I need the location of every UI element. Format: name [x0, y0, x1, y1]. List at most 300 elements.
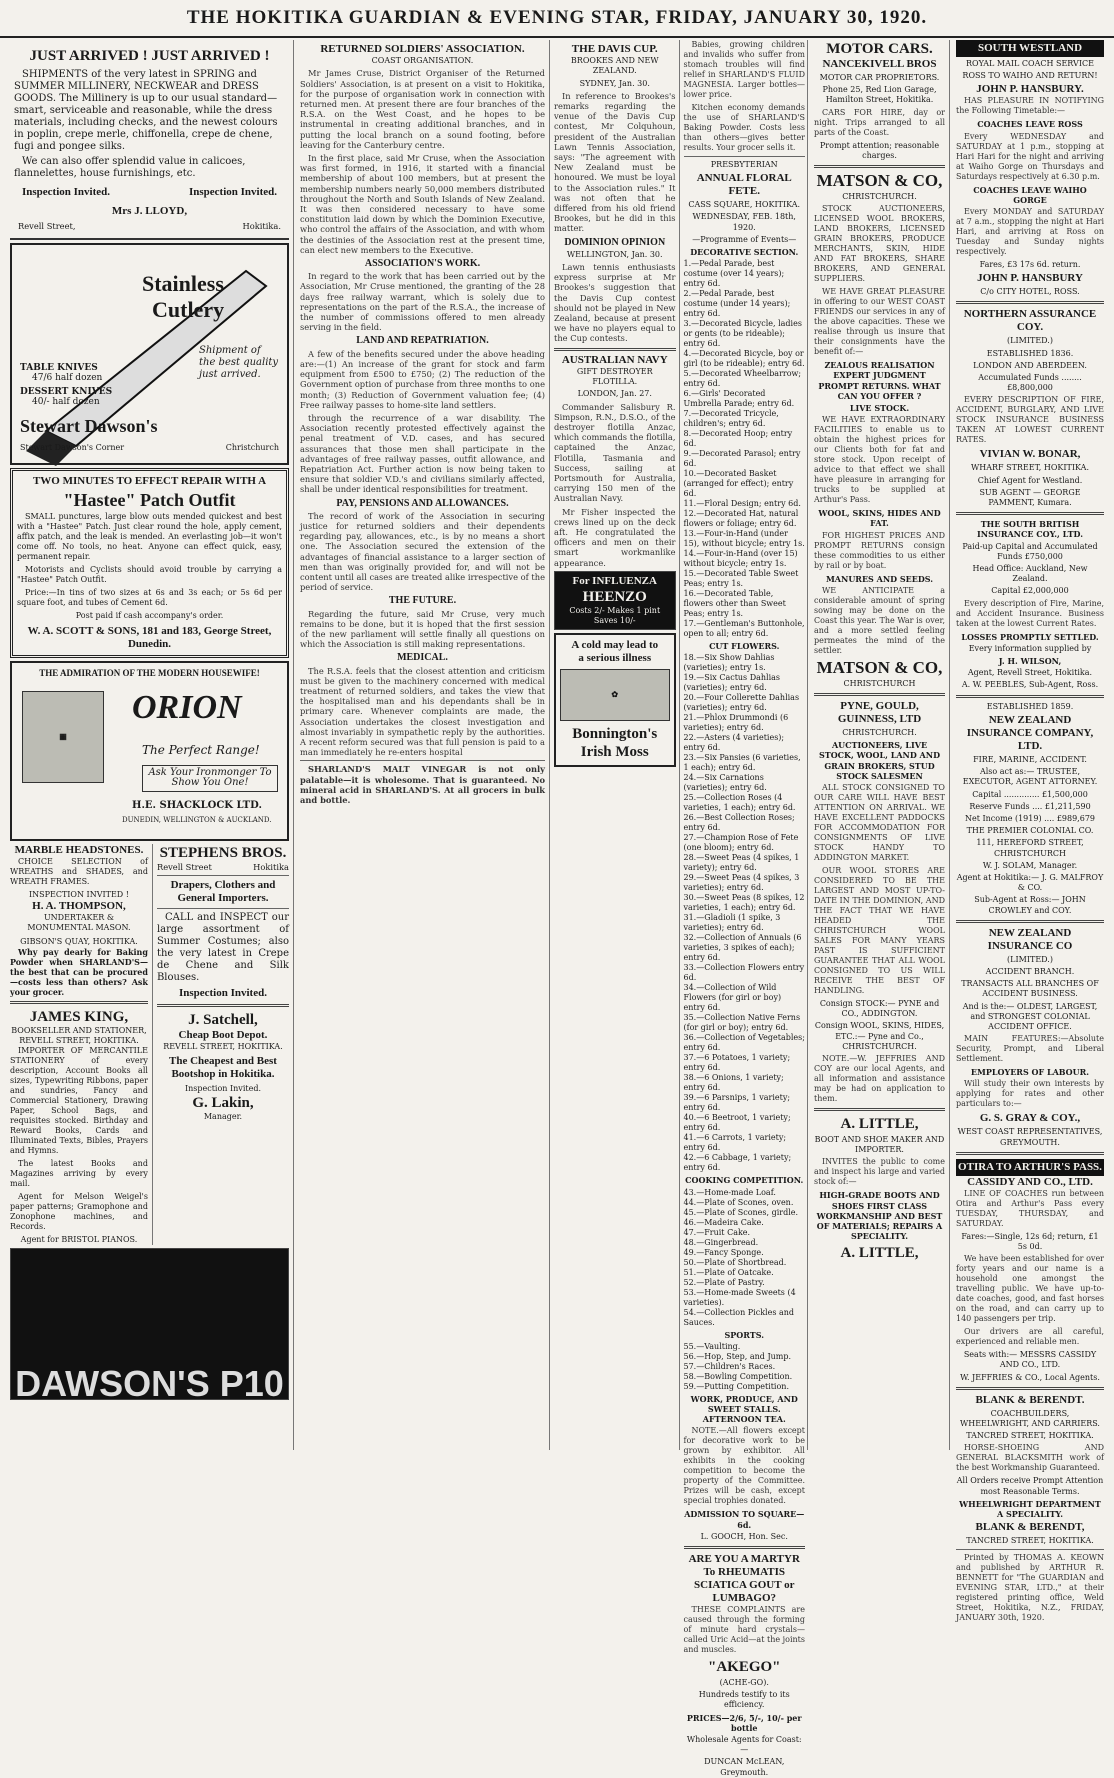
rsa-medical-heading: MEDICAL. — [397, 652, 448, 664]
cold-line-2: a serious illness — [578, 651, 652, 664]
nzi-hokitika-agent: Agent at Hokitika:— J. G. MALFROY & CO. — [956, 872, 1104, 893]
cutlery-advert — [10, 243, 289, 465]
nzi-also: Also act as:— TRUSTEE, EXECUTOR, AGENT ATTORNEY. — [962, 767, 1098, 787]
stephens-trade: Drapers, Clothers and General Importers. — [170, 879, 276, 905]
cassidy-body: LINE OF COACHES run between Otira and Arthur's Pass every TUESDAY, THURSDAY, and SATURDAY. — [956, 1188, 1104, 1228]
davis-cup-dateline: SYDNEY, Jan. 30. — [579, 78, 650, 88]
fete-admission: ADMISSION TO SQUARE—6d. — [684, 1509, 805, 1530]
motor-phone: Phone 25, Red Lion Garage, Hamilton Street, Hokitika. — [822, 85, 937, 105]
cut-flowers-item: 39.—6 Parsnips, 1 variety; entry 6d. — [683, 1093, 791, 1113]
nzi2-ltd: (LIMITED.) — [1007, 954, 1053, 964]
fete-date: WEDNESDAY, FEB. 18th, 1920. — [692, 212, 796, 232]
little-title: A. LITTLE, — [840, 1116, 919, 1133]
davis-cup-subtitle: BROOKES AND NEW ZEALAND. — [570, 56, 659, 76]
lloyd-heading: JUST ARRIVED ! JUST ARRIVED ! — [29, 48, 270, 64]
nzi-manager: W. J. SOLAM, Manager. — [982, 860, 1078, 870]
fete-item: 3.—Decorated Bicycle, ladies or gents (to be rideable); entry 6d. — [683, 319, 802, 349]
col1-bottom-row — [10, 844, 289, 1245]
hastee-advert — [10, 468, 289, 658]
sports-item: 59.—Putting Competition. — [683, 1381, 789, 1391]
akeego-paragraph: THESE COMPLAINTS are caused through the forming of minute hard crystals—called Uric Acid—at the joints and muscles. — [683, 1605, 805, 1655]
fete-item: 2.—Pedal Parade, best costume (under 14 years); entry 6d. — [683, 289, 791, 319]
south-british-head: Head Office: Auckland, New Zealand. — [972, 564, 1088, 584]
little-body-2: HIGH-GRADE BOOTS AND SHOES FIRST CLASS WORKMANSHIP AND BEST OF MATERIALS; REPAIRS A SPECIALITY. — [816, 1190, 943, 1242]
manures-body: WE ANTICIPATE a considerable amount of spring sowing may be done on the Coast this year. The War is over, and a more settled feeling permeates the mind of the settler. — [814, 585, 945, 655]
motor-body: CARS FOR HIRE, day or night. Trips arranged to all parts of the Coast. — [814, 107, 945, 137]
satchell-role: Manager. — [203, 1112, 243, 1122]
blank-wheelwright: WHEELWRIGHT DEPARTMENT A SPECIALITY. — [959, 1498, 1101, 1519]
james-king-body: IMPORTER OF MERCANTILE STATIONERY of every description, Account Books all sizes, Typewriting Ribbons, paper and sundries, Fancy and Commercial Stationery, Drawing Paper, School Bags, and requisites stocked. Birthday and Reward Books, Cards and Illuminated Texts, Bibles, Prayers and Hymns. — [10, 1046, 148, 1156]
fete-item: 16.—Decorated Table, flowers other than Sweet Peas; entry 1s. — [683, 589, 786, 619]
northern-ltd: (LIMITED.) — [1007, 336, 1053, 346]
south-westland-route: ROSS TO WAIHO AND RETURN! — [962, 71, 1098, 81]
cooking-item: 54.—Collection Pickles and Sauces. — [683, 1307, 795, 1327]
orion-places: DUNEDIN, WELLINGTON & AUCKLAND. — [122, 816, 272, 825]
satchell-body: The Cheapest and Best Bootshop in Hokitika. — [169, 1055, 277, 1081]
james-king-piano: Agent for BRISTOL PIANOS. — [20, 1235, 138, 1245]
fete-item: 6.—Girls' Decorated Umbrella Parade; entry 6d. — [683, 389, 795, 409]
rsa-land-heading: LAND AND REPATRIATION. — [356, 335, 489, 347]
sharland-vinegar: SHARLAND'S MALT VINEGAR is not only palatable—it is wholesome. That is guaranteed. No mineral acid in SHARLAND'S. At all grocers in bulk and bottle. — [300, 764, 545, 806]
satchell-trade: Cheap Boot Depot. — [178, 1029, 268, 1042]
sports-list — [684, 1342, 806, 1392]
fete-item: 11.—Floral Design; entry 6d. — [683, 499, 801, 509]
pgg-title: PYNE, GOULD, GUINNESS, LTD — [837, 700, 922, 726]
south-british-losses: LOSSES PROMPTLY SETTLED. — [961, 631, 1099, 642]
matson-city: CHRISTCHURCH. — [842, 192, 917, 202]
cooking-item: 43.—Home-made Loaf. — [683, 1187, 776, 1197]
cooking-list — [684, 1188, 806, 1328]
column-2 — [296, 40, 550, 1450]
dominion-opinion-p1: Lawn tennis enthusiasts express surprise at Mr Brookes's suggestion that the Davis Cup contest should not be played in New Zealand, because at present we have no players equal to the Cup contests. — [554, 262, 676, 344]
sharland-magnesia: Babies, growing children and invalids who suffer from stomach troubles will find relief in SHARLAND'S FLUID MAGNESIA. Larger bottles—lower price. — [683, 40, 805, 99]
navy-subtitle: GIFT DESTROYER FLOTILLA. — [576, 366, 653, 387]
navy-p1: Commander Salisbury R. Simpson, R.N., D.S.O., of the destroyer flotilla Anzac, which commands the flotilla, captained the Anzac, Flotilla, Tasmania and Success, sailing at Portsmouth for Australia, carrying 150 men of the Australian Navy. — [554, 401, 676, 504]
stove-illustration: ▦ — [22, 691, 104, 783]
cut-flowers-item: 26.—Best Collection Roses; entry 6d. — [683, 813, 795, 833]
cut-flowers-item: 29.—Sweet Peas (4 spikes, 3 varieties); entry 6d. — [683, 873, 800, 893]
live-stock-heading: LIVE STOCK. — [849, 403, 910, 414]
little-bottom: A. LITTLE, — [840, 1244, 919, 1261]
cut-flowers-item: 19.—Six Cactus Dahlias (varieties); entry 6d. — [683, 673, 781, 693]
stewart-dawson-city: Christchurch — [225, 443, 279, 453]
sharland-baking-2: Kitchen economy demands the use of SHARLAND'S Baking Powder. Costs less than others—gives better results. Your grocer sells it. — [683, 103, 805, 152]
fete-item: 8.—Decorated Hoop; entry 6d. — [683, 429, 793, 449]
fete-item: 4.—Decorated Bicycle, boy or girl (to be rideable); entry 6d. — [683, 349, 805, 369]
pgg-consign-stock: Consign STOCK:— PYNE and CO., ADDINGTON. — [819, 999, 940, 1019]
cut-flowers-item: 41.—6 Carrots, 1 variety; entry 6d. — [683, 1133, 787, 1153]
fete-church: PRESBYTERIAN — [710, 160, 778, 169]
akeego-agent: DUNCAN McLEAN, Greymouth. — [704, 1757, 785, 1777]
blank-street-2: TANCRED STREET, HOKITIKA. — [966, 1536, 1094, 1546]
nzi2-and: And is the:— OLDEST, LARGEST, and STRONGEST COLONIAL ACCIDENT OFFICE. — [962, 1001, 1098, 1031]
rsa-p2: In the first place, said Mr Cruse, when the Association was first formed, in 1916, it started with a financial membership of about 100 members, but at present the membership numbers nearly 50,000 members distributed throughout the North and South Islands of New Zealand. It was then considered necessary to have some constitution laid down by which the Dominion Executive, who control the affairs of the Association, and with whom the destinies of the Association rest at the present time, can elect new members to the Executive. — [300, 153, 545, 255]
cassidy-body-3: Our drivers are all careful, experienced and reliable men. — [956, 1327, 1104, 1347]
northern-place: LONDON AND ABERDEEN. — [973, 360, 1087, 370]
motor-cars-title: MOTOR CARS. — [826, 41, 933, 57]
wool-body: FOR HIGHEST PRICES AND PROMPT RETURNS consign these commodities to us either by rail or by boat. — [814, 530, 945, 570]
nancekivell-name: NANCEKIVELL BROS — [822, 58, 937, 70]
cassidy-name: CASSIDY AND CO., LTD. — [967, 1175, 1093, 1188]
cut-flowers-item: 31.—Gladioli (1 spike, 3 varieties); entry 6d. — [683, 913, 781, 933]
thompson-address: GIBSON'S QUAY, HOKITIKA. — [20, 937, 138, 947]
nzi-capital: Capital .............. £1,500,000 — [972, 789, 1088, 799]
cut-flowers-item: 37.—6 Potatoes, 1 variety; entry 6d. — [683, 1053, 791, 1073]
dawsons-banner — [10, 1248, 289, 1404]
motor-sub: MOTOR CAR PROPRIETORS. — [819, 73, 940, 82]
satchell-manager: G. Lakin, — [192, 1095, 254, 1112]
cut-flowers-item: 24.—Six Carnations (varieties); entry 6d. — [683, 773, 767, 793]
masthead: THE HOKITIKA GUARDIAN & EVENING STAR, FRIDAY, JANUARY 30, 1920. — [0, 0, 1114, 38]
james-king-line2: The latest Books and Magazines arriving by every mail. — [10, 1159, 148, 1189]
otira-heading: OTIRA TO ARTHUR'S PASS. — [956, 1159, 1104, 1176]
column-4 — [810, 40, 950, 1450]
blank-street: TANCRED STREET, HOKITIKA. — [966, 1431, 1094, 1441]
james-king-trade: BOOKSELLER AND STATIONER, REVELL STREET, HOKITIKA. — [11, 1026, 147, 1046]
bonar-address: WHARF STREET, HOKITIKA. — [971, 463, 1089, 473]
blank-trade: COACHBUILDERS, WHEELWRIGHT, AND CARRIERS. — [960, 1408, 1100, 1428]
navy-dateline: LONDON, Jan. 27. — [577, 389, 652, 399]
northern-est: ESTABLISHED 1836. — [986, 348, 1074, 358]
matson-bullets: ZEALOUS REALISATION EXPERT JUDGMENT PROMPT RETURNS. WHAT CAN YOU OFFER ? — [818, 360, 941, 401]
south-british-sub-agent: A. W. PEEBLES, Sub-Agent, Ross. — [961, 680, 1099, 690]
pgg-note: NOTE.—W. JEFFRIES AND COY are our local Agents, and all information and assistance may be had on application to them. — [814, 1054, 945, 1104]
hansbury-body: HAS PLEASURE IN NOTIFYING the Following Timetable:— — [956, 96, 1104, 116]
headstones-heading: MARBLE HEADSTONES. — [14, 844, 144, 857]
nzi-branch: THE PREMIER COLONIAL CO. — [966, 826, 1094, 836]
orion-brand: ORION — [132, 689, 242, 727]
cut-flowers-item: 32.—Collection of Annuals (6 varieties, 3 spikes of each); entry 6d. — [683, 933, 802, 963]
matson-body: STOCK AUCTIONEERS, LICENSED WOOL BROKERS, LAND BROKERS, LICENSED GRAIN BROKERS, PRODUCE MERCHANTS, SKIN, HIDE AND FAT BROKERS, SHARE BROKERS, AND GENERAL SUPPLIERS. — [814, 204, 945, 284]
thompson-name: H. A. THOMPSON, — [32, 900, 126, 913]
south-westland-sub: ROYAL MAIL COACH SERVICE — [966, 59, 1094, 68]
akeego-sub: (ACHE-GO). — [719, 1678, 769, 1688]
south-british-agent-address: Agent, Revell Street, Hokitika. — [967, 668, 1093, 678]
col1-bottom-left — [10, 844, 148, 1245]
lloyd-advert — [10, 43, 289, 240]
heenzo-brand: HEENZO — [582, 588, 647, 605]
cutlery-title-2: Cutlery — [152, 297, 225, 323]
cut-flowers-item: 20.—Four Collerette Dahlias (varieties); entry 6d. — [683, 693, 800, 713]
fete-item: 12.—Decorated Hat, natural flowers or foliage; entry 6d. — [683, 509, 799, 529]
davis-cup-title: THE DAVIS CUP. — [571, 43, 658, 55]
column-3-right — [683, 40, 806, 1777]
cold-line-1: A cold may lead to — [571, 638, 659, 651]
pgg-body: ALL STOCK CONSIGNED TO OUR CARE WILL HAVE BEST ATTENTION ON ARRIVAL. WE HAVE EXCELLENT PADDOCKS FOR ACCOMMODATION FOR CONSIGNMENTS OF LIVE STOCK HANDY TO ADDINGTON MARKET. — [814, 783, 945, 863]
bonar-chief: Chief Agent for Westland. — [977, 475, 1083, 485]
heenzo-advert — [554, 571, 676, 630]
nzi-reserve: Reserve Funds .... £1,211,590 — [969, 801, 1091, 811]
cassidy-jeffries: W. JEFFRIES & CO., Local Agents. — [960, 1372, 1100, 1382]
lloyd-invite-row — [22, 186, 277, 199]
cooking-item: 46.—Madeira Cake. — [683, 1217, 764, 1227]
coach-fares: Fares, £3 17s 6d. return. — [979, 260, 1081, 270]
cooking-item: 49.—Fancy Sponge. — [683, 1247, 764, 1257]
fete-item: 10.—Decorated Basket (arranged for effect); entry 6d. — [683, 469, 794, 499]
fete-item: 9.—Decorated Parasol; entry 6d. — [683, 449, 801, 469]
imprint: Printed by THOMAS A. KEOWN and published by ARTHUR R. BENNETT for "The GUARDIAN and EVENING STAR, LTD.," at their registered printing office, Weld Street, Hokitika, N.Z., FRIDAY, JANUARY 30th, 1920. — [956, 1553, 1104, 1623]
south-british-capital: Paid-up Capital and Accumulated Funds £750,000 — [962, 541, 1098, 561]
hastee-firm: W. A. SCOTT & SONS, 181 and 183, George Street, Dunedin. — [27, 625, 272, 651]
northern-sub-agent: SUB AGENT — GEORGE PAMMENT, Kumara. — [979, 487, 1081, 508]
cut-flowers-item: 25.—Collection Roses (4 varieties, 1 each); entry 6d. — [683, 793, 796, 813]
cooking-item: 53.—Home-made Sweets (4 varieties). — [683, 1287, 796, 1307]
cut-flowers-item: 36.—Collection of Vegetables; entry 6d. — [683, 1033, 805, 1053]
fete-note: NOTE.—All flowers except for decorative work to be grown by exhibitor. All exhibits in the cooking competition to become the property of the Committee. Prizes will be cash, except special trophies donated. — [683, 1426, 805, 1506]
cooking-item: 45.—Plate of Scones, girdle. — [683, 1207, 799, 1217]
coach-waiho-heading: COACHES LEAVE WAIHO GORGE — [973, 184, 1087, 205]
fete-item: 14.—Four-in-Hand (over 15) without bicycle; entry 1s. — [683, 549, 798, 569]
nzi-title: NEW ZEALAND INSURANCE COMPANY, LTD. — [966, 713, 1094, 752]
lloyd-invite-1: Inspection Invited. — [22, 186, 111, 198]
sharland-baking: Why pay dearly for Baking Powder when SHARLAND'S—the best that can be procured—costs less than others? Ask your grocer. — [10, 947, 148, 998]
gray-name: G. S. GRAY & COY., — [979, 1112, 1081, 1125]
pgg-city: CHRISTCHURCH. — [842, 728, 917, 738]
coach-waiho-body: Every MONDAY and SATURDAY at 7 a.m., stopping the night at Hari Hari, and arriving at Ross on Tuesday and Sunday nights respectively. — [956, 207, 1104, 257]
akeego-price: PRICES—2/6, 5/-, 10/- per bottle — [686, 1712, 802, 1733]
fete-decorative-section: DECORATIVE SECTION. — [690, 247, 799, 258]
hansbury-hotel: C/o CITY HOTEL, ROSS. — [980, 287, 1080, 297]
rsa-subtitle: COAST ORGANISATION. — [371, 56, 474, 66]
orion-top: THE ADMIRATION OF THE MODERN HOUSEWIFE! — [39, 668, 260, 679]
satchell-street: REVELL STREET, HOKITIKA. — [163, 1042, 283, 1052]
headstones-line: CHOICE SELECTION of WREATHS and SHADES, and WREATH FRAMES. — [10, 857, 148, 887]
bonnington-advert — [554, 633, 676, 767]
south-westland-title: SOUTH WESTLAND — [956, 40, 1104, 57]
cooking-item: 52.—Plate of Pastry. — [683, 1277, 765, 1287]
dessert-knives-price: 40/- half dozen — [32, 397, 100, 408]
navy-p2: Mr Fisher inspected the crews lined up on the deck aft. He congratulated the officers and men on their smart workmanlike appearance. — [554, 506, 676, 568]
matson-p2: WE HAVE GREAT PLEASURE in offering to our WEST COAST FRIENDS our services in any of the above capacities. These we realise through us insure that their consignments have the benefit of:— — [814, 287, 945, 357]
cut-flowers-item: 33.—Collection Flowers entry 6d. — [683, 963, 805, 983]
column-1 — [6, 40, 294, 1450]
rsa-p4: A few of the benefits secured under the above heading are:—(1) An increase of the grant for stock and farm equipment from £500 to £750; (2) The reduction of the Government option of purchase from three months to one month; (3) Reduction of Government valuation fee; (4) Free railway passes to home-site land settlers. — [300, 348, 545, 410]
rsa-p1: Mr James Cruse, District Organiser of the Returned Soldiers' Association, is at present on a visit to Hokitika, for the purpose of organisation work in connection with returned men. At present there are four branches of the R.S.A. on the West Coast, and he hopes to be instrumental in creating additional branches, and in putting the local branch on a sound footing, before leaving for the Canterbury centre. — [300, 68, 545, 150]
sports-item: 57.—Children's Races. — [683, 1361, 776, 1371]
hansbury-name-2: JOHN P. HANSBURY — [977, 272, 1083, 285]
bonar-name: VIVIAN W. BONAR, — [979, 448, 1081, 461]
hastee-note: Motorists and Cyclists should avoid trouble by carrying a "Hastee" Patch Outfit. — [17, 565, 282, 585]
south-british-info: Every information supplied by — [968, 643, 1092, 653]
coach-ross-body: Every WEDNESDAY and SATURDAY at 1 p.m., stopping at Hari Hari for the night and arriving at Waiho Gorge on Thursdays and Saturdays respectively at 6.30 p.m. — [956, 131, 1104, 181]
heenzo-price: Costs 2/- Makes 1 pint Saves 10/- — [569, 605, 661, 625]
lloyd-name: Mrs J. LLOYD, — [111, 205, 188, 217]
lloyd-invite-2: Inspection Invited. — [188, 186, 277, 198]
blank-berendt-title-2: BLANK & BERENDT, — [975, 1521, 1085, 1534]
cut-flowers-item: 34.—Collection of Wild Flowers (for girl or boy) entry 6d. — [683, 983, 782, 1013]
stephens-heading: STEPHENS BROS. — [159, 845, 287, 862]
lloyd-body: SHIPMENTS of the very latest in SPRING and SUMMER MILLINERY, NECKWEAR and DRESS GOODS. The Millinery is up to our usual standard—smart, serviceable and reasonable, while the dress materials, including checks, and the newest colours in poplin, crepe merle, chiffonella, crepe de chene, fugi and pongee silks. — [14, 69, 278, 152]
cooking-heading: COOKING COMPETITION. — [685, 1175, 804, 1186]
akeego-tagline: Hundreds testify to its efficiency. — [698, 1690, 790, 1710]
rsa-p8: Regarding the future, said Mr Cruse, very much remains to be done, but it is hoped that the first session of the new parliament will settle finally all questions on which the Association is still making representations. — [300, 608, 545, 650]
fete-item: 15.—Decorated Table Sweet Peas; entry 1s. — [683, 569, 799, 589]
hastee-title: "Hastee" Patch Outfit — [63, 490, 236, 511]
davis-cup-p1: In reference to Brookes's remarks regarding the venue of the Davis Cup contest, Mr Colquhoun, president of the Australian Lawn Tennis Association, says: "The agreement with New Zealand must be honoured. We must be loyal to the Association rules." It was not often that he differed from his old friend Brookes, but he did in this matter. — [554, 90, 676, 234]
cut-flowers-item: 35.—Collection Native Ferns (for girl or boy); entry 6d. — [683, 1013, 801, 1033]
rsa-title: RETURNED SOLDIERS' ASSOCIATION. — [320, 43, 525, 55]
matson-title: MATSON & CO, — [816, 171, 943, 191]
fete-item: 5.—Decorated Wheelbarrow; entry 6d. — [683, 369, 802, 389]
rsa-work-heading: ASSOCIATION'S WORK. — [364, 258, 481, 270]
lloyd-body-2: We can also offer splendid value in calicoes, flannelettes, house furnishings, etc. — [14, 156, 246, 179]
matson-title-2: MATSON & CO, — [816, 657, 943, 677]
manures-heading: MANURES AND SEEDS. — [825, 573, 934, 584]
pgg-body-2: OUR WOOL STORES ARE CONSIDERED TO BE THE LARGEST AND MOST UP-TO-DATE IN THE DOMINION, AND THE FACT THAT WE HAVE HEADED THE CHRISTCHURCH WOOL SALES FOR MANY YEARS PAST IS SUFFICIENT GUARANTEE THAT ALL WOOL CONSIGNED TO US WILL RECEIVE THE BEST OF HANDLING. — [814, 866, 945, 996]
dawsons-banner-text: DAWSON'S P10 — [15, 1363, 284, 1404]
sports-heading: SPORTS. — [724, 1329, 764, 1340]
stephens-body: CALL and INSPECT our large assortment of Summer Costumes; also the very latest in Crepe de Chene and Silk Blouses. — [156, 912, 289, 984]
orion-ask: Ask Your Ironmonger To Show You One! — [142, 765, 278, 791]
sports-item: 58.—Bowling Competition. — [683, 1371, 793, 1381]
sports-item: 55.—Vaulting. — [683, 1341, 741, 1351]
nzi2-body: TRANSACTS ALL BRANCHES OF ACCIDENT BUSINESS. — [961, 979, 1099, 999]
nzi-ross-agent: Sub-Agent at Ross:— JOHN CROWLEY and COY. — [974, 895, 1086, 915]
little-sub: BOOT AND SHOE MAKER AND IMPORTER. — [814, 1135, 945, 1155]
thompson-trade: UNDERTAKER & MONUMENTAL MASON. — [27, 913, 131, 933]
little-body: INVITES the public to come and inspect his large and varied stock of:— — [814, 1157, 945, 1187]
rsa-p5: The R.S.A. feels that the closest attention and criticism must be given to the machinery concerned with medical treatment of returned soldiers, and takes the view that the hospitalised man and his dependants shall be in primary care. Whenever complaints are made, the Association undertakes the closest investigation and almost invariably in sympathetic reply by the authorities. A recent reform secured was that full pension is paid to a man immediately he re-enters hospital — [300, 665, 545, 758]
bonnington-illustration: ✿ — [560, 669, 670, 721]
cooking-item: 51.—Plate of Oatcake. — [683, 1267, 774, 1277]
hastee-post: Post paid if cash accompany's order. — [75, 611, 224, 621]
cooking-item: 47.—Fruit Cake. — [683, 1227, 751, 1237]
south-british-title: THE SOUTH BRITISH INSURANCE COY., LTD. — [977, 519, 1083, 540]
cut-flowers-heading: CUT FLOWERS. — [709, 641, 780, 652]
influenza-label: For INFLUENZA — [572, 574, 657, 587]
stephens-address-row — [157, 862, 289, 872]
james-king-heading: JAMES KING, — [29, 1009, 129, 1026]
bonnington-brand: Bonnington's Irish Moss — [572, 725, 658, 760]
cut-flowers-item: 28.—Sweet Peas (4 spikes, 1 variety); entry 6d. — [683, 853, 800, 873]
column-3 — [552, 40, 808, 1777]
orion-maker: H.E. SHACKLOCK LTD. — [132, 800, 262, 812]
stewart-dawson-corner: Stewart Dawson's Corner — [20, 443, 125, 453]
cutlery-shipment: Shipment of the best quality just arrived. — [199, 345, 279, 381]
orion-advert — [10, 661, 289, 841]
nzi2-features: MAIN FEATURES:—Absolute Security, Prompt, and Liberal Settlement. — [956, 1034, 1104, 1064]
cut-flowers-list — [684, 653, 806, 1173]
cassidy-fares: Fares:—Single, 12s 6d; return, £1 5s 0d. — [961, 1231, 1099, 1251]
fete-items-list — [684, 259, 806, 639]
hastee-top: TWO MINUTES TO EFFECT REPAIR WITH A — [32, 475, 267, 488]
cut-flowers-item: 30.—Sweet Peas (8 spikes, 12 varieties, 1 each); entry 6d. — [683, 893, 805, 913]
fete-item: 13.—Four-in-Hand (under 15), without bicycle; entry 1s. — [683, 529, 805, 549]
stephens-invite: Inspection Invited. — [178, 987, 267, 1000]
pgg-sub: AUCTIONEERS, LIVE STOCK, WOOL, LAND AND GRAIN BROKERS, STUD STOCK SALESMEN — [818, 740, 941, 781]
rsa-future-heading: THE FUTURE. — [388, 595, 457, 607]
cooking-item: 50.—Plate of Shortbread. — [683, 1257, 787, 1267]
cut-flowers-item: 23.—Six Pansies (6 varieties, 1 each); entry 6d. — [683, 753, 801, 773]
stewart-dawson-brand: Stewart Dawson's — [20, 416, 158, 437]
cut-flowers-item: 27.—Champion Rose of Fete (one bloom); entry 6d. — [683, 833, 799, 853]
lloyd-address-row — [18, 221, 281, 231]
fete-programme: —Programme of Events— — [692, 234, 797, 244]
lloyd-town: Hokitika. — [242, 221, 281, 231]
blank-berendt-title: BLANK & BERENDT. — [975, 1393, 1085, 1406]
south-british-agent: J. H. WILSON, — [998, 656, 1062, 667]
dominion-opinion-title: DOMINION OPINION — [564, 236, 666, 248]
sports-item: 56.—Hop, Step, and Jump. — [683, 1351, 792, 1361]
fete-secretary: L. GOOCH, Hon. Sec. — [700, 1531, 788, 1541]
hastee-body: SMALL punctures, large blow outs mended quickest and best with a "Hastee" Patch. Just clear round the hole, apply cement, affix patch, and the leak is mended. An everlasting job—it won't come off. No tools, no heat. Anyone can effect quick, easy, permanent repair. — [17, 512, 282, 562]
northern-body: EVERY DESCRIPTION OF FIRE, ACCIDENT, BURGLARY, AND LIVE STOCK INSURANCE BUSINESS TAKEN AT LOWEST CURRENT RATES. — [956, 395, 1104, 445]
northern-assurance-title: NORTHERN ASSURANCE COY. — [963, 308, 1097, 334]
south-british-body: Every description of Fire, Marine, and Accident Insurance. Business taken at the lowest Current Rates. — [956, 598, 1104, 628]
navy-title: AUSTRALIAN NAVY — [561, 353, 668, 366]
south-british-capital-2: Capital £2,000,000 — [991, 586, 1069, 596]
stephens-town: Hokitika — [253, 862, 289, 873]
rsa-p6: through the recurrence of a war disability. The Association recently protested effectively against the penal treatment of V.D. cases, and has secured assurances that those men shall participate in the advantages of free railway passes, outfit allowance, and Repatriation Act. Further action is now being taken to ensure that soldier V.D.'s and civilians similarly affected, shall be under identical responsibilities for treatment. — [300, 412, 545, 495]
rsa-p7: The record of work of the Association in securing justice for returned soldiers and their dependents regarding pay, allowances, etc., is by no means a short one. The Association secured the extension of the advantages of financial assistance to a larger section of men than was originally provided for, and will not be content until all cases are treated alike irrespective of the period of service. — [300, 510, 545, 593]
nzi-line: FIRE, MARINE, ACCIDENT. — [973, 754, 1087, 764]
column-5 — [952, 40, 1108, 1623]
nzi2-branch: ACCIDENT BRANCH. — [985, 966, 1075, 976]
fete-item: 17.—Gentleman's Buttonhole, open to all; entry 6d. — [683, 619, 805, 639]
nzi-office: 111, HEREFORD STREET, CHRISTCHURCH — [976, 838, 1084, 858]
cooking-item: 44.—Plate of Scones, oven. — [683, 1197, 794, 1207]
hansbury-name: JOHN P. HANSBURY. — [976, 83, 1084, 96]
live-stock-body: WE HAVE EXTRAORDINARY FACILITIES to enable us to obtain the highest prices for our Clients both for fat and store stock. Upon receipt of advice to that effect we shall have pleasure in arranging for trucks to be supplied at Arthur's Pass. — [814, 415, 945, 505]
nzi-net: Net Income (1919) .... £989,679 — [965, 813, 1095, 823]
fete-place: CASS SQUARE, HOKITIKA. — [688, 200, 801, 210]
hastee-price: Price:—In tins of two sizes at 6s and 3s each; or 5s 6d per square foot, and tubes of Cement 6d. — [17, 588, 282, 608]
northern-funds: Accumulated Funds ........ £8,800,000 — [978, 373, 1082, 393]
wool-heading: WOOL, SKINS, HIDES AND FAT. — [818, 508, 941, 529]
dominion-opinion-dateline: WELLINGTON, Jan. 30. — [566, 249, 663, 259]
james-king-agent: Agent for Melson Weigel's paper patterns; Gramophone and Zonophone machines, and Records. — [10, 1192, 148, 1232]
col1-bottom-right — [152, 844, 289, 1245]
table-knives-price: 47/6 half dozen — [32, 373, 103, 384]
cutlery-title-1: Stainless — [142, 271, 224, 297]
blank-orders: All Orders receive Prompt Attention most Reasonable Terms. — [956, 1476, 1104, 1496]
cut-flowers-item: 42.—6 Cabbage, 1 variety; entry 6d. — [683, 1153, 792, 1173]
pgg-consign-wool: Consign WOOL, SKINS, HIDES, ETC.:— Pyne and Co., CHRISTCHURCH. — [814, 1021, 945, 1051]
cassidy-body-2: We have been established for over forty years and our name is a household one amongst the travelling public. We have up-to-date coaches, good, and fast horses on the road, and can carry up to 140 passengers per trip. — [956, 1254, 1104, 1324]
fete-item: 1.—Pedal Parade, best costume (over 14 years); entry 6d. — [683, 259, 785, 289]
lloyd-address: Revell Street, — [18, 221, 76, 231]
satchell-invite: Inspection Invited. — [184, 1084, 261, 1094]
satchell-name: J. Satchell, — [188, 1012, 258, 1029]
work-stalls-heading: WORK, PRODUCE, AND SWEET STALLS. AFTERNOON TEA. — [690, 1393, 798, 1425]
nzi2-study: Will study their own interests by applying for rates and other particulars to:— — [956, 1079, 1104, 1109]
gray-role: WEST COAST REPRESENTATIVES, GREYMOUTH. — [957, 1127, 1103, 1147]
rheumatism-heading: ARE YOU A MARTYR To RHEUMATIS SCIATICA GOUT or LUMBAGO? — [688, 1553, 800, 1605]
orion-tagline: The Perfect Range! — [142, 743, 260, 758]
dessert-knives: DESSERT KNIVES — [20, 387, 113, 398]
fete-item: 7.—Decorated Tricycle, children's; entry 6d. — [683, 409, 779, 429]
akeego-brand: "AKEGO" — [708, 1659, 781, 1676]
nzi-established: ESTABLISHED 1859. — [986, 701, 1074, 711]
cut-flowers-item: 21.—Phlox Drummondi (6 varieties); entry 6d. — [683, 713, 789, 733]
rsa-p3: In regard to the work that has been carried out by the Association, Mr Cruse mentioned, the granting of the 28 days free railway warrant, which is solely due to representations on the part of the R.S.A., the increase of the number of commissions offered to men already serving in the field. — [300, 271, 545, 333]
stephens-street: Revell Street — [156, 862, 212, 873]
cut-flowers-item: 18.—Six Show Dahlias (varieties); entry 1s. — [683, 653, 775, 673]
motor-prompt: Prompt attention; reasonable charges. — [819, 140, 940, 160]
table-knives: TABLE KNIVES — [20, 363, 98, 374]
coach-ross-heading: COACHES LEAVE ROSS — [977, 119, 1083, 130]
column-3-left — [554, 40, 680, 1450]
nzi2-title: NEW ZEALAND INSURANCE CO — [987, 926, 1073, 952]
blank-body: HORSE-SHOEING AND GENERAL BLACKSMITH work of the best Workmanship Guaranteed. — [956, 1443, 1104, 1473]
cut-flowers-item: 38.—6 Onions, 1 variety; entry 6d. — [683, 1073, 784, 1093]
cut-flowers-item: 22.—Asters (4 varieties); entry 6d. — [683, 733, 785, 753]
fete-title: ANNUAL FLORAL FETE. — [696, 172, 792, 198]
cassidy-seats: Seats with:— MESSRS CASSIDY AND CO., LTD. — [963, 1350, 1097, 1370]
cut-flowers-item: 40.—6 Beetroot, 1 variety; entry 6d. — [683, 1113, 791, 1133]
nzi2-employers: EMPLOYERS OF LABOUR. — [970, 1067, 1090, 1078]
headstones-invite: INSPECTION INVITED ! — [28, 890, 129, 900]
